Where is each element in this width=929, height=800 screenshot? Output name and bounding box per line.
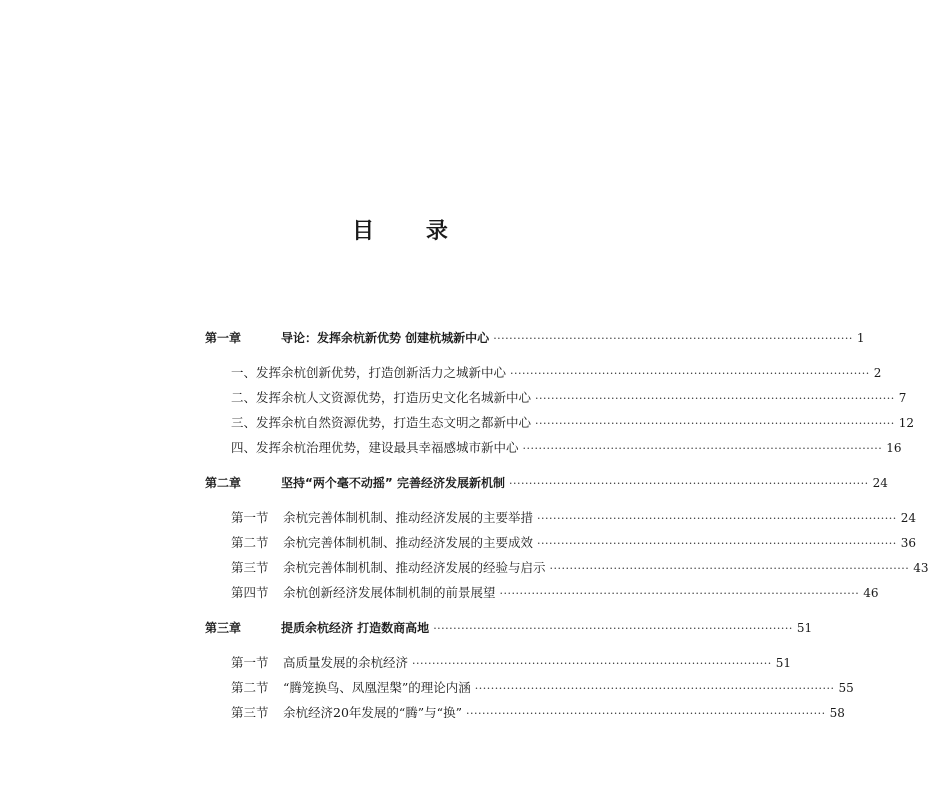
- toc-entry-title: 二、发挥余杭人文资源优势，打造历史文化名城新中心: [231, 390, 532, 405]
- toc-section-entry: [231, 413, 914, 433]
- toc-dot-leader: [509, 474, 869, 494]
- toc-entry-title: 余杭创新经济发展体制机制的前景展望: [283, 585, 496, 600]
- toc-entry-label: 第二节: [231, 680, 269, 695]
- toc-page-number: 16: [886, 441, 902, 455]
- toc-entry-label: 第三节: [231, 705, 269, 720]
- toc-chapter-entry: [205, 618, 813, 638]
- toc-entry-title: 余杭完善体制机制、推动经济发展的主要成效: [283, 535, 534, 550]
- toc-entry-title: 高质量发展的余杭经济: [283, 655, 409, 670]
- toc-dot-leader: [523, 439, 883, 459]
- toc-section-entry: [231, 558, 929, 578]
- toc-page-number: 7: [898, 391, 907, 405]
- toc-dot-leader: [475, 679, 835, 699]
- toc-entry-label: 第一节: [231, 510, 269, 525]
- toc-dot-leader: [466, 704, 826, 724]
- toc-page-number: 36: [900, 536, 916, 550]
- toc-page-number: 43: [913, 561, 929, 575]
- toc-entry-title: 导论：发挥余杭新优势 创建杭城新中心: [281, 331, 490, 345]
- page-title: 目 录: [352, 219, 470, 244]
- toc-page-number: 58: [829, 706, 845, 720]
- toc-dot-leader: [535, 414, 895, 434]
- toc-page-number: 51: [775, 656, 791, 670]
- toc-page-number: 51: [796, 621, 813, 635]
- toc-dot-leader: [510, 364, 870, 384]
- toc-section-entry: [231, 438, 902, 458]
- toc-dot-leader: [412, 654, 772, 674]
- toc-section-entry: [231, 653, 791, 673]
- toc-entry-label: 第四节: [231, 585, 269, 600]
- toc-dot-leader: [535, 389, 895, 409]
- toc-entry-title: 三、发挥余杭自然资源优势，打造生态文明之都新中心: [231, 415, 532, 430]
- toc-entry-title: 四、发挥余杭治理优势，建设最具幸福感城市新中心: [231, 440, 519, 455]
- toc-page-number: 1: [856, 331, 865, 345]
- toc-dot-leader: [550, 559, 910, 579]
- toc-entry-title: 余杭经济20年发展的“腾”与“换”: [283, 705, 462, 720]
- toc-page-number: 55: [838, 681, 854, 695]
- toc-dot-leader: [537, 509, 897, 529]
- toc-section-entry: [231, 508, 916, 528]
- toc-chapter-entry: [205, 473, 888, 493]
- toc-section-entry: [231, 533, 916, 553]
- toc-section-entry: [231, 678, 854, 698]
- toc-section-entry: [231, 363, 882, 383]
- toc-page-number: 24: [900, 511, 916, 525]
- toc-entry-label: 第二节: [231, 535, 269, 550]
- toc-entry-title: 余杭完善体制机制、推动经济发展的经验与启示: [283, 560, 546, 575]
- toc-page-number: 2: [873, 366, 882, 380]
- toc-page-number: 46: [863, 586, 879, 600]
- toc-section-entry: [231, 703, 845, 723]
- toc-dot-leader: [493, 329, 853, 349]
- toc-entry-title: 一、发挥余杭创新优势，打造创新活力之城新中心: [231, 365, 507, 380]
- toc-dot-leader: [500, 584, 860, 604]
- toc-entry-label: 第三章: [205, 621, 242, 635]
- toc-section-entry: [231, 583, 879, 603]
- toc-section-entry: [231, 388, 907, 408]
- toc-entry-title: 提质余杭经济 打造数商高地: [281, 621, 430, 635]
- toc-entry-label: 第二章: [205, 476, 242, 490]
- toc-dot-leader: [433, 619, 793, 639]
- toc-chapter-entry: [205, 328, 865, 348]
- toc-entry-title: 余杭完善体制机制、推动经济发展的主要举措: [283, 510, 534, 525]
- toc-page-number: 12: [898, 416, 914, 430]
- toc-entry-label: 第一节: [231, 655, 269, 670]
- toc-entry-label: 第一章: [205, 331, 242, 345]
- toc-dot-leader: [537, 534, 897, 554]
- toc-entry-title: 坚持“两个毫不动摇” 完善经济发展新机制: [281, 476, 505, 490]
- toc-entry-label: 第三节: [231, 560, 269, 575]
- toc-entry-title: “腾笼换鸟、凤凰涅槃”的理论内涵: [283, 680, 471, 695]
- toc-page-number: 24: [872, 476, 888, 490]
